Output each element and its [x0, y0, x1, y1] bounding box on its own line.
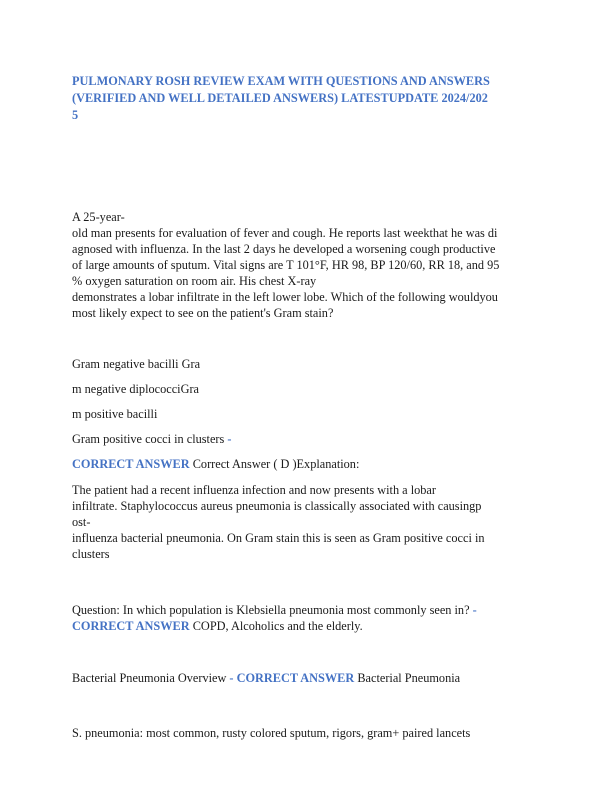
correct-answer-label: CORRECT ANSWER — [233, 671, 355, 685]
question1-line: % oxygen saturation on room air. His chest X-ray — [72, 274, 317, 288]
answer-dash: - — [229, 671, 234, 685]
explanation-line: clusters — [72, 547, 110, 561]
question1-line: A 25-year- — [72, 210, 125, 224]
note-line: S. pneumonia: most common, rusty colored sputum, rigors, gram+ paired lancets — [72, 726, 471, 740]
explanation-line: infiltrate. Staphylococcus aureus pneumonia is classically associated with causingp — [72, 499, 482, 513]
answer-option — [72, 431, 231, 447]
question2-line — [72, 602, 477, 618]
explanation-line: The patient had a recent influenza infection and now presents with a lobar — [72, 483, 436, 497]
answer-option: m positive bacilli — [72, 407, 158, 421]
title-line: PULMONARY ROSH REVIEW EXAM WITH QUESTIONS AND ANSWERS — [72, 74, 490, 88]
answer-dash: - — [227, 432, 232, 446]
option-text: Gram positive cocci in clusters — [72, 432, 228, 446]
question1-line: old man presents for evaluation of fever and cough. He reports last weekthat he was di — [72, 226, 498, 240]
answer-dash: - — [472, 603, 477, 617]
answer-option: m negative diplococciGra — [72, 382, 200, 396]
question2-text: Question: In which population is Klebsiella pneumonia most commonly seen in? — [72, 603, 473, 617]
question1-line: agnosed with influenza. In the last 2 days he developed a worsening cough productive — [72, 242, 496, 256]
overview-line — [72, 670, 460, 686]
question1-line: most likely expect to see on the patient's Gram stain? — [72, 306, 334, 320]
correct-answer-label: CORRECT ANSWER — [72, 619, 190, 633]
explanation-line: ost- — [72, 515, 91, 529]
document-title — [72, 73, 552, 124]
answer-option: Gram negative bacilli Gra — [72, 357, 201, 371]
correct-answer-text: Bacterial Pneumonia — [354, 671, 461, 685]
correct-answer-label: CORRECT ANSWER — [72, 457, 190, 471]
question1-line: of large amounts of sputum. Vital signs are T 101°F, HR 98, BP 120/60, RR 18, and 95 — [72, 258, 500, 272]
correct-answer-text: Correct Answer ( D )Explanation: — [189, 457, 360, 471]
explanation-line: influenza bacterial pneumonia. On Gram stain this is seen as Gram positive cocci in — [72, 531, 485, 545]
correct-answer-text: COPD, Alcoholics and the elderly. — [189, 619, 363, 633]
correct-answer-line — [72, 456, 359, 472]
title-line: 5 — [72, 108, 79, 122]
overview-text: Bacterial Pneumonia Overview — [72, 671, 230, 685]
question1-line: demonstrates a lobar infiltrate in the left lower lobe. Which of the following wouldyou — [72, 290, 498, 304]
question2-answer-line — [72, 618, 363, 634]
title-line: (VERIFIED AND WELL DETAILED ANSWERS) LATESTUPDATE 2024/202 — [72, 91, 488, 105]
